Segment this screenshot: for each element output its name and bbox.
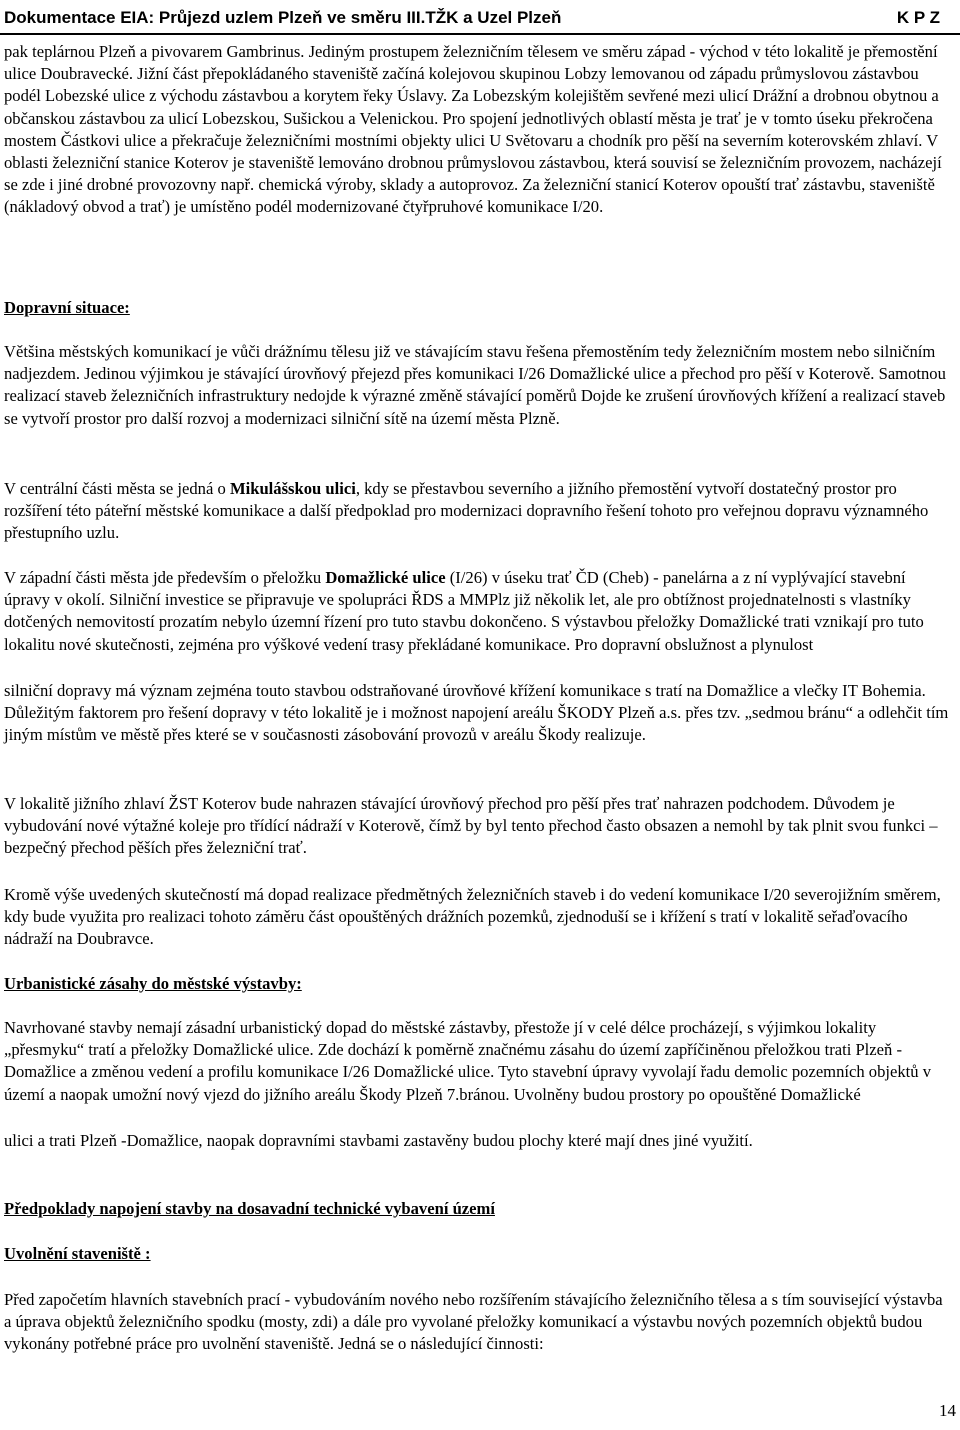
bold-street-name: Mikulášskou ulici <box>229 479 356 498</box>
section-heading-urban: Urbanistické zásahy do městské výstavby: <box>4 974 302 993</box>
doprava-paragraph-3 <box>4 567 954 656</box>
text-run: V centrální části města se jedná o <box>4 479 230 498</box>
page-number: 14 <box>939 1401 956 1420</box>
intro-paragraph: pak teplárnou Plzeň a pivovarem Gambrinus. Jediným prostupem železničním tělesem ve směru západ - východ v této lokalitě je přemostění ulice Doubravecké. Jižní část přepokládaného staveniště začíná kolejovou skupinou Lobzy lemovanou od západu průmyslovou zástavbou podél Lobezské ulice z východu zástavbou a korytem řeky Úslavy. Za Lobezským kolejištěm sevřené mezi ulicí Drážní a drobnou obytnou a občanskou zástavbou za ulicí Lobezskou, Sušickou a Velenickou. Pro spojení jednotlivých oblastí města je trať je v tomto úseku překročena mostem Částkovi ulice a překračuje železničními mostními objekty ulici U Světovaru a chodník pro pěší na severním koterovském zhlaví. V oblasti železniční stanice Koterov je staveniště lemováno drobnou průmyslovou zástavbou, která souvisí se železničním provozem, nacházejí se zde i jiné drobné provozovny např. chemická výroby, sklady a autoprovoz. Za železniční stanicí Koterov opouští trať zástavbu, staveniště (nákladový obvod a trať) je umístěno podél modernizované čtyřpruhové komunikace I/20. <box>4 42 942 217</box>
subsection-heading-staveniste: Uvolnění staveniště : <box>4 1244 151 1263</box>
predpoklady-paragraph-1: Před započetím hlavních stavebních prací - vybudováním nového nebo rozšířením stávajícího železničního tělesa a s tím související výstavba a úprava objektů železničního spodku (mosty, zdi) a dále pro vyvolané přeložky komunikací a výstavbu nových pozemních objektů budou vykonány potřebné práce pro uvolnění staveniště. Jedná se o následující činnosti: <box>4 1290 943 1354</box>
header-rule <box>0 33 960 35</box>
doprava-paragraph-2 <box>4 478 954 545</box>
organization-code: K P Z <box>896 8 940 27</box>
doprava-paragraph-3-continued: silniční dopravy má význam zejména touto stavbou odstraňované úrovňové křížení komunikace s tratí na Domažlice a vlečky IT Bohemia. Důležitým faktorem pro řešení dopravy v této lokalitě je i možnost napojení areálu ŠKODY Plzeň a.s. přes tzv. „sedmou bránu“ a odlehčit tím jiným místům ve městě přes které se v současnosti zásobování provozů v areálu Škody realizuje. <box>4 681 949 745</box>
urban-paragraph-2: ulici a trati Plzeň -Domažlice, naopak dopravními stavbami zastavěny budou plochy které mají dnes jiné využití. <box>4 1131 753 1150</box>
text-run: V západní části města jde především o přeložku <box>4 568 326 587</box>
text-run: (I/26) v úseku trať ČD (Cheb) - panelárna a z ní vyplývající stavební úpravy v okolí. Silniční investice se připravuje ve spolupráci ŘDS a MMPlz již několik let, ale pro obtížnost projednatelnosti s vlastníky dotčených nemovitostí prozatím nebylo územní řízení pro tuto stavbu dokončeno. S výstavbou přeložky Domažlické trati vznikají pro tuto lokalitu nové skutečnosti, zejména pro výškové vedení trasy překládané komunikace. Pro dopravní obslužnost a plynulost <box>4 568 924 654</box>
doprava-paragraph-5: Kromě výše uvedených skutečností má dopad realizace předmětných železničních staveb i do vedení komunikace I/20 severojižním směrem, kdy bude využita pro realizaci tohoto záměru část opouštěných drážních pozemků, zjednoduší se i křížení s tratí v lokalitě seřaďovacího nádraží na Doubravce. <box>4 885 941 949</box>
text-run: , kdy se přestavbou severního a jižního přemostění vytvoří dostatečný prostor pro rozšíření této páteřní městské komunikace a další předpoklad pro modernizaci dopravního řešení tohoto pro veřejnou dopravu významného přestupního uzlu. <box>4 479 929 543</box>
doprava-paragraph-4: V lokalitě jižního zhlaví ŽST Koterov bude nahrazen stávající úrovňový přechod pro pěší přes trať nahrazen podchodem. Důvodem je vybudování nové výtažné koleje pro třídící nádraží v Koterově, čímž by byl tento přechod často obsazen a nemohl by tak plnit svou funkci – bezpečný přechod pěších přes železniční trať. <box>4 794 938 858</box>
page-header <box>0 0 960 33</box>
section-heading-predpoklady: Předpoklady napojení stavby na dosavadní technické vybavení území <box>4 1199 495 1218</box>
doprava-paragraph-1: Většina městských komunikací je vůči drážnímu tělesu již ve stávajícím stavu řešena přemostěním tedy železničním mostem nebo silničním nadjezdem. Jedinou výjimkou je stávající úrovňový přejezd přes komunikaci I/26 Domažlické ulice a přechod pro pěší v Koterově. Samotnou realizací staveb železničních infrastruktury nedojde k výrazné změně stávající poměrů Dojde ke zrušení úrovňových křížení a realizací staveb se vytvoří prostor pro další rozvoj a modernizaci silniční sítě na území města Plzně. <box>4 342 946 428</box>
bold-street-name: Domažlické ulice <box>325 568 446 587</box>
document-title: Dokumentace EIA: Průjezd uzlem Plzeň ve směru III.TŽK a Uzel Plzeň <box>4 8 562 27</box>
section-heading-doprava: Dopravní situace: <box>4 298 130 317</box>
urban-paragraph-1: Navrhované stavby nemají zásadní urbanistický dopad do městské zástavby, přestože jí v celé délce procházejí, s výjimkou lokality „přesmyku“ tratí a přeložky Domažlické ulice. Zde dochází k poměrně značnému zásahu do území zapříčiněnou přeložkou trati Plzeň - Domažlice a změnou vedení a profilu komunikace I/26 Domažlické ulice. Tyto stavební úpravy vyvolají řadu demolic pozemních objektů v území a naopak umožní nový vjezd do jižního areálu Škody Plzeň 7.bránou. Uvolněny budou prostory po opouštěné Domažlické <box>4 1018 932 1104</box>
